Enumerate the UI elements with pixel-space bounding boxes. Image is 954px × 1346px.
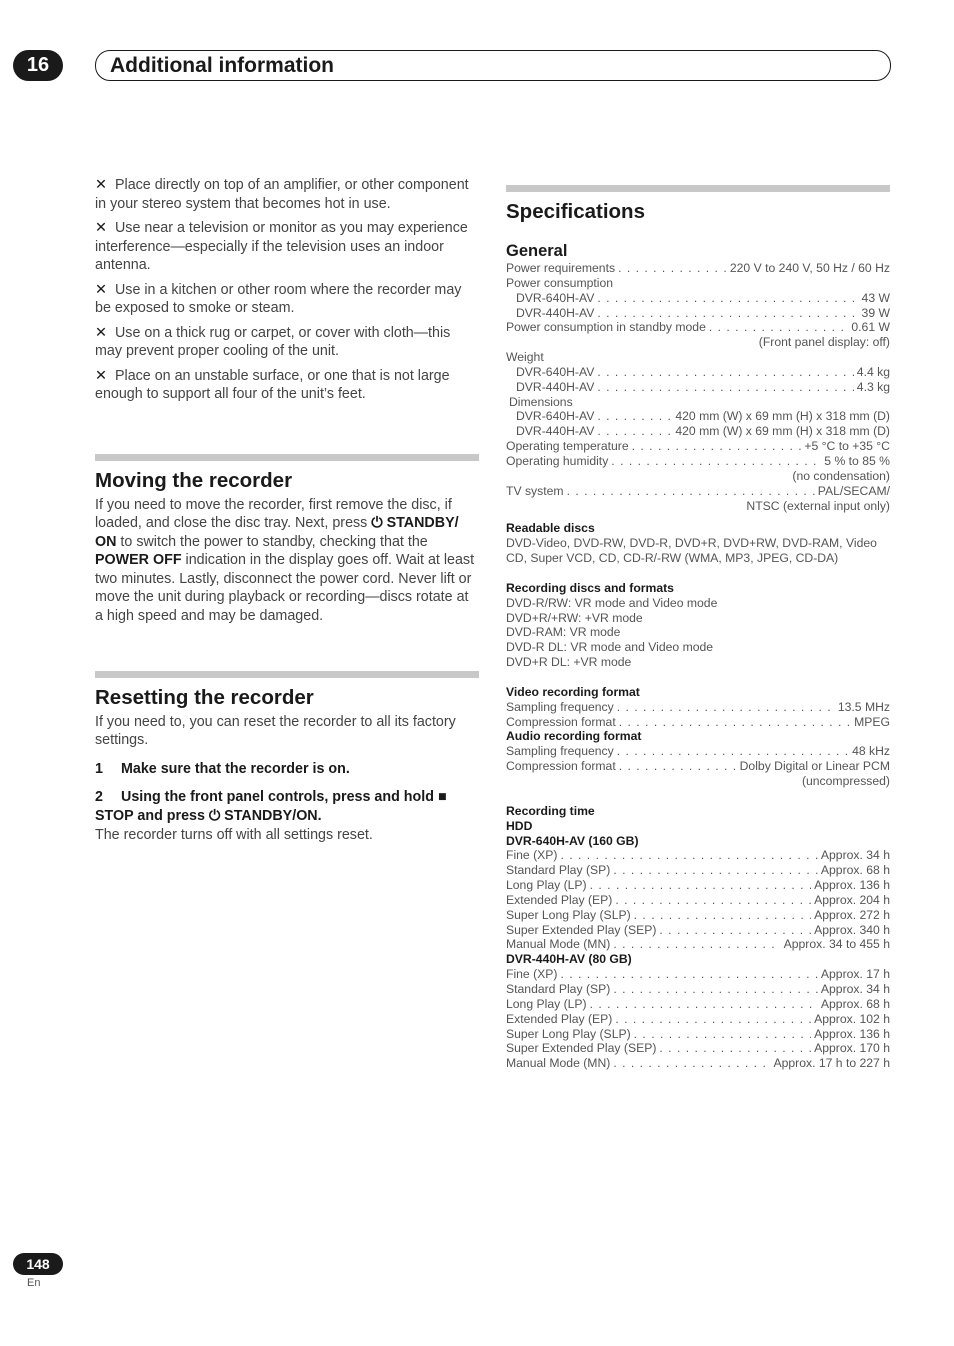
warning-item: ✕ Use on a thick rug or carpet, or cover with cloth—this may prevent proper cooling of the unit. (95, 324, 451, 359)
recording-format-line: DVD+R/+RW: +VR mode (506, 610, 643, 625)
recording-format-line: DVD+R DL: +VR mode (506, 655, 632, 670)
recording-time-row: Long Play (LP) . . . Approx. 136 h (506, 878, 890, 893)
resetting-heading: Resetting the recorder (95, 685, 314, 709)
recording-formats-heading: Recording discs and formats (506, 580, 674, 595)
spec-row: Operating humidity . . . 5 % to 85 % (506, 454, 890, 469)
spec-row: Operating temperature . . . +5 °C to +35 °C (506, 439, 890, 454)
moving-paragraph: If you need to move the recorder, first remove the disc, if loaded, and close the disc tray. Next, press ⏻ STANDBY/ ON to switch the power to standby, checking that the POWER OFF indication in the display goes off. Wait at least two minutes. Lastly, disconnect the power cord. Never lift or move the unit during playback or recording—discs rotate at a high speed and may be damaged. (95, 496, 475, 625)
audio-format-heading: Audio recording format (506, 729, 642, 744)
warning-item: ✕ Use near a television or monitor as you may experience interference—especially if the television uses an indoor antenna. (95, 220, 468, 273)
general-heading: General (506, 242, 568, 260)
spec-note: NTSC (external input only) (746, 498, 890, 513)
hdd-heading: HDD (506, 818, 533, 833)
spec-list (506, 261, 890, 1071)
page-number: 148 (13, 1253, 63, 1275)
spec-row: DVR-640H-AV . . . 420 mm (W) x 69 mm (H) x 318 mm (D) (506, 409, 890, 424)
recording-time-row: Long Play (LP) . . . Approx. 68 h (506, 997, 890, 1012)
spec-row: Power consumption in standby mode . . . 0.61 W (506, 320, 890, 335)
recording-time-row: Standard Play (SP) . . . Approx. 34 h (506, 982, 890, 997)
section-rule (95, 671, 479, 678)
spec-note: (no condensation) (792, 468, 890, 483)
spec-note: (Front panel display: off) (758, 335, 890, 350)
cross-icon: ✕ (95, 367, 107, 384)
spec-note: (uncompressed) (801, 774, 890, 788)
recording-time-row: Extended Play (EP) . . . Approx. 204 h (506, 893, 890, 908)
spec-row: Sampling frequency . . . 48 kHz (506, 744, 890, 759)
chapter-title: Additional information (110, 54, 334, 77)
specifications-heading: Specifications (506, 200, 645, 223)
spec-row: DVR-640H-AV . . . 4.4 kg (506, 365, 890, 380)
recording-time-row: Extended Play (EP) . . . Approx. 102 h (506, 1012, 890, 1027)
step-2: 2 Using the front panel controls, press and hold ■ STOP and press ⏻ STANDBY/ON. (95, 789, 447, 825)
recording-time-row: Super Long Play (SLP) . . . Approx. 136 h (506, 1027, 890, 1042)
chapter-number: 16 (13, 50, 63, 81)
recording-time-row: Fine (XP) . . . Approx. 17 h (506, 967, 890, 982)
chapter-title-banner (95, 50, 891, 81)
readable-discs-text: DVD-Video, DVD-RW, DVD-R, DVD+R, DVD+RW, DVD-RAM, Video CD, Super VCD, CD, CD-R/-RW (WMA, MP3, JPEG, CD-DA) (506, 536, 877, 566)
step-1: 1 Make sure that the recorder is on. (95, 760, 350, 777)
section-rule (506, 185, 890, 192)
recording-time-row: Super Extended Play (SEP) . . . Approx. 170 h (506, 1041, 890, 1056)
spec-label: Dimensions (509, 394, 573, 409)
model-440-heading: DVR-440H-AV (80 GB) (506, 952, 632, 967)
spec-row: Compression format . . . Dolby Digital or Linear PCM (506, 759, 890, 774)
cross-icon: ✕ (95, 281, 107, 298)
spec-label: Power consumption (506, 275, 614, 290)
cross-icon: ✕ (95, 177, 107, 193)
spec-row: Sampling frequency . . . 13.5 MHz (506, 700, 890, 715)
recording-time-row: Manual Mode (MN) . . . Approx. 34 to 455 h (506, 937, 890, 952)
spec-row: DVR-440H-AV . . . 4.3 kg (506, 380, 890, 395)
recording-time-row: Fine (XP) . . . Approx. 34 h (506, 848, 890, 863)
spec-row: Compression format . . . MPEG (506, 715, 890, 730)
warning-item: ✕ Use in a kitchen or other room where the recorder may be exposed to smoke or steam. (95, 281, 462, 316)
moving-heading: Moving the recorder (95, 468, 293, 492)
recording-time-row: Manual Mode (MN) . . . Approx. 17 h to 227 h (506, 1056, 890, 1071)
recording-format-line: DVD-R DL: VR mode and Video mode (506, 640, 714, 655)
warning-item: ✕ Place directly on top of an amplifier, or other component in your stereo system that becomes hot in use. (95, 177, 469, 212)
recording-time-row: Super Extended Play (SEP) . . . Approx. 340 h (506, 923, 890, 938)
recording-format-line: DVD-R/RW: VR mode and Video mode (506, 595, 718, 610)
left-column (95, 176, 479, 844)
spec-row: DVR-440H-AV . . . 420 mm (W) x 69 mm (H) x 318 mm (D) (506, 424, 890, 439)
spec-label: Weight (506, 350, 544, 365)
section-rule (95, 454, 479, 461)
cross-icon: ✕ (95, 324, 107, 341)
warning-list (95, 176, 479, 404)
recording-time-row: Super Long Play (SLP) . . . Approx. 272 h (506, 908, 890, 923)
recording-time-row: Standard Play (SP) . . . Approx. 68 h (506, 863, 890, 878)
spec-row: Power requirements . . . 220 V to 240 V, 50 Hz / 60 Hz (506, 261, 890, 276)
model-640-heading: DVR-640H-AV (160 GB) (506, 833, 639, 848)
spec-row: DVR-640H-AV . . . 43 W (506, 291, 890, 306)
language-code: En (27, 1277, 41, 1289)
recording-time-heading: Recording time (506, 803, 595, 818)
resetting-intro: If you need to, you can reset the recorder to all its factory settings. (95, 713, 456, 749)
readable-discs-heading: Readable discs (506, 521, 595, 536)
video-format-heading: Video recording format (506, 684, 640, 699)
warning-item: ✕ Place on an unstable surface, or one that is not large enough to support all four of the unit’s feet. (95, 367, 450, 402)
cross-icon: ✕ (95, 220, 107, 236)
spec-row: TV system . . . PAL/SECAM/ (506, 484, 890, 499)
recording-format-line: DVD-RAM: VR mode (506, 625, 621, 640)
right-column (506, 185, 890, 1071)
step-2-result: The recorder turns off with all settings reset. (95, 826, 373, 843)
spec-row: DVR-440H-AV . . . 39 W (506, 306, 890, 321)
